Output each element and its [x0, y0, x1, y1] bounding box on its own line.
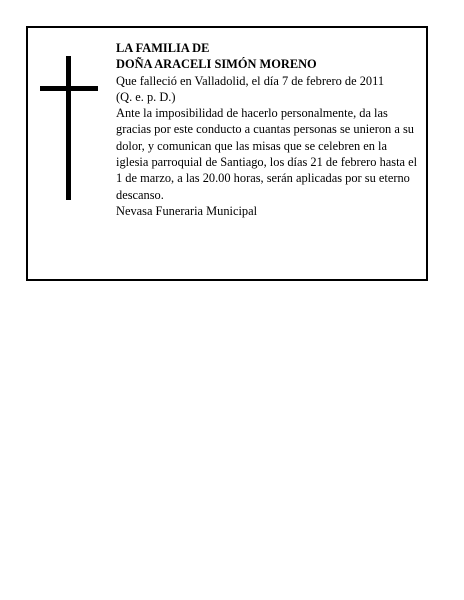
obituary-notice [26, 26, 428, 281]
notice-text [116, 40, 422, 219]
cross-horizontal-bar [40, 86, 98, 91]
cross-vertical-bar [66, 56, 71, 200]
cross-icon [40, 56, 98, 200]
death-info: Que falleció en Valladolid, el día 7 de febrero de 2011 [116, 73, 385, 88]
rip-abbreviation: (Q. e. p. D.) [116, 89, 176, 104]
heading-family: LA FAMILIA DE [116, 41, 210, 55]
heading-deceased-name: DOÑA ARACELI SIMÓN MORENO [116, 57, 317, 72]
funeral-home: Nevasa Funeraria Municipal [116, 203, 258, 218]
gratitude-message: Ante la imposibilidad de hacerlo personalmente, da las gracias por este conducto a cuantas personas se unieron a su dolor, y comunican que las misas que se celebren en la iglesia parroquial de Santiago, los días 21 de febrero hasta el 1 de marzo, a las 20.00 horas, serán aplicadas por su eterno descanso. [116, 106, 418, 202]
